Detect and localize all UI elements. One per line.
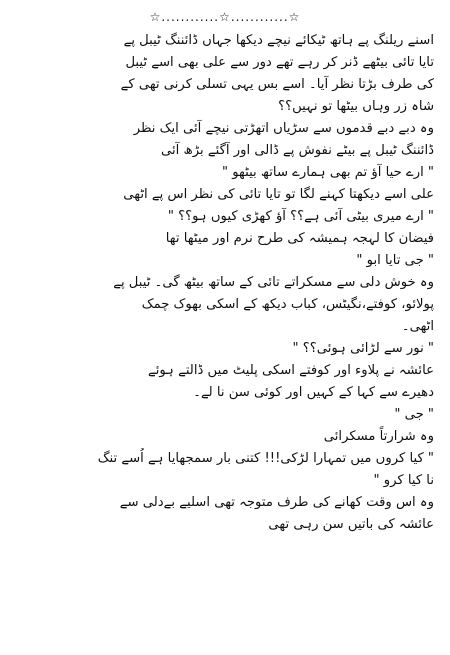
dialogue-line: " جی " [394, 407, 434, 422]
dialogue-line: " ارے حیا آؤ تم بھی ہمارے ساتھ بیٹھو " [221, 165, 434, 180]
text-line: اٹھی۔ [401, 319, 434, 334]
dialogue-line: " نور سے لڑائی ہوئی؟؟ " [292, 341, 434, 356]
text-line: اسنے ریلنگ پے ہاتھ ٹیکائے نیچے دیکھا جہاں ڈائننگ ٹیبل پے [123, 33, 434, 48]
text-line: پولائو، کوفتے،نگیٹس، کباب دیکھ کے اسکی بھوک چمک [141, 297, 434, 312]
text-line: شاہ زر وہاں بیٹھا تو نہیں؟؟ [278, 99, 434, 114]
text-line: کی طرف بڑتا نظر آیا۔ اسے بس یہی تسلی کرنی تھی کے [120, 77, 434, 92]
text-line: تایا تائی بیٹھے ڈنر کر رہے تھے دور سے علی بھی اسے ٹیبل [125, 55, 434, 70]
dialogue-line: " جی تایا ابو " [356, 253, 434, 268]
text-line: وہ شرارتاً مسکرائی [323, 429, 434, 444]
text-line: عائشہ کی باتیں سن رہی تھی [268, 517, 434, 532]
dialogue-line: " کیا کروں میں تمہارا لڑکی!!! کتنی بار سمجھایا ہے اُسے تنگ [97, 451, 434, 466]
dialogue-line: نا کیا کرو " [373, 473, 434, 488]
dialogue-line: " ارے میری بیٹی آئی ہے؟؟ آؤ کھڑی کیوں ہو؟؟ " [167, 209, 434, 224]
text-line: وہ خوش دلی سے مسکراتے تائی کے ساتھ بیٹھ گی۔ ٹیبل پے [113, 275, 434, 290]
text-line: دھیرے سے کہا کے کہیں اور کوئی سن نا لے۔ [193, 385, 434, 400]
text-line: عائشہ نے پلاوء اور کوفتے اسکی پلیٹ میں ڈالتے ہوئے [147, 363, 434, 378]
text-line: وہ اس وقت کھانے کی طرف متوجہ تھی اسلیے بےدلی سے [119, 495, 434, 510]
section-separator: ☆............☆............☆ [149, 10, 301, 24]
text-line: فیضان کا لہجہ ہمیشہ کی طرح نرم اور میٹھا تھا [165, 231, 434, 246]
story-text [16, 30, 434, 536]
text-line: ڈائننگ ٹیبل پے بیٹے نفوش پے ڈالی اور آگئے بڑھ آئی [161, 143, 434, 158]
text-line: علی اسے دیکھتا کہنے لگا تو تایا تائی کی نظر اس پے اٹھی [123, 187, 434, 202]
text-line: وہ دبے دبے قدموں سے سڑیاں اتھڑتی نیچے آئی ایک نظر [133, 121, 434, 136]
